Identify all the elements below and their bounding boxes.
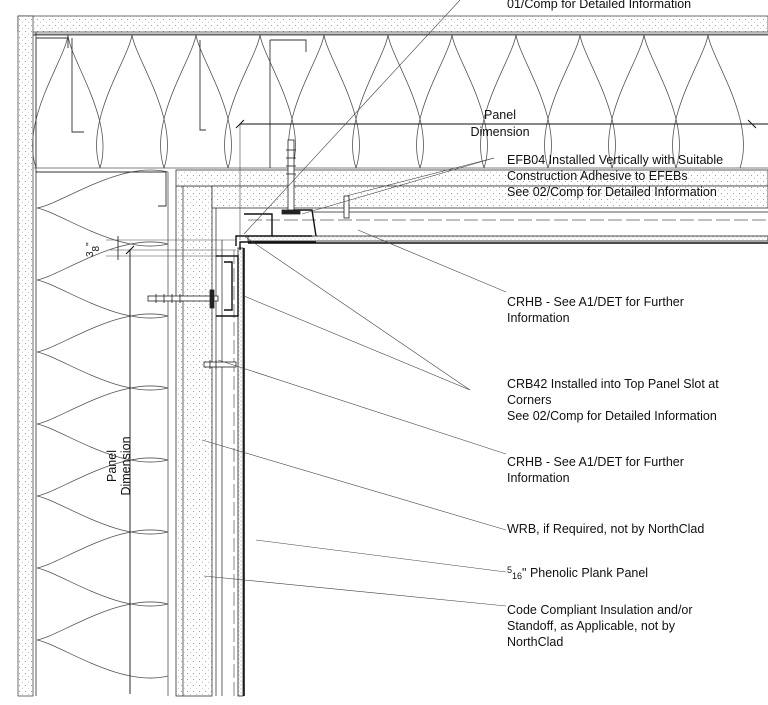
horizontal-panel-assembly xyxy=(248,212,768,243)
leader-lines xyxy=(202,0,506,606)
substrate-band-left xyxy=(18,16,36,696)
callout-crb42-line1: CRB42 Installed into Top Panel Slot at xyxy=(507,377,719,391)
dimension-panel-side xyxy=(105,246,236,694)
callout-phenolic xyxy=(507,565,648,581)
callouts xyxy=(507,0,723,649)
phenolic-sup: 5 xyxy=(507,565,513,575)
callout-wrb: WRB, if Required, not by NorthClad xyxy=(507,522,705,536)
callout-crhb-a-line1: CRHB - See A1/DET for Further xyxy=(507,295,684,309)
gap-num: 3 xyxy=(85,251,96,257)
dim-side-line2: Dimension xyxy=(119,436,133,496)
vertical-panel-assembly xyxy=(216,208,244,696)
dim-top-line2: Dimension xyxy=(470,125,530,139)
gap-unit: " xyxy=(85,242,96,246)
phenolic-sub: 16 xyxy=(512,571,523,581)
dim-side-line1: Panel xyxy=(105,450,119,482)
callout-efb04-line2: Construction Adhesive to EFEBs xyxy=(507,169,688,183)
callout-crhb-a-line2: Information xyxy=(507,311,570,325)
callout-crb42-line2: Corners xyxy=(507,393,552,407)
dimension-gap xyxy=(85,236,236,260)
callout-crhb-b-line1: CRHB - See A1/DET for Further xyxy=(507,455,684,469)
callout-top-ref: 01/Comp for Detailed Information xyxy=(507,0,692,11)
phenolic-rest: " Phenolic Plank Panel xyxy=(522,566,649,580)
substrate-band-top xyxy=(18,16,768,35)
callout-crb42-line3: See 02/Comp for Detailed Information xyxy=(507,409,717,423)
batt-insulation-left xyxy=(36,170,168,696)
callout-insulation-line3: NorthClad xyxy=(507,635,564,649)
callout-efb04-line1: EFB04 Installed Vertically with Suitable xyxy=(507,153,724,167)
batt-insulation-top xyxy=(33,34,768,168)
dim-top-line1: Panel xyxy=(484,108,516,122)
callout-efb04-line3: See 02/Comp for Detailed Information xyxy=(507,185,717,199)
insulation-board-vertical xyxy=(176,186,212,696)
callout-insulation-line1: Code Compliant Insulation and/or xyxy=(507,603,693,617)
svg-text:38" xyxy=(85,242,102,257)
corner-trim xyxy=(216,210,316,316)
callout-insulation-line2: Standoff, as Applicable, not by xyxy=(507,619,675,633)
gap-den: 8 xyxy=(91,245,102,252)
callout-crhb-b-line2: Information xyxy=(507,471,570,485)
